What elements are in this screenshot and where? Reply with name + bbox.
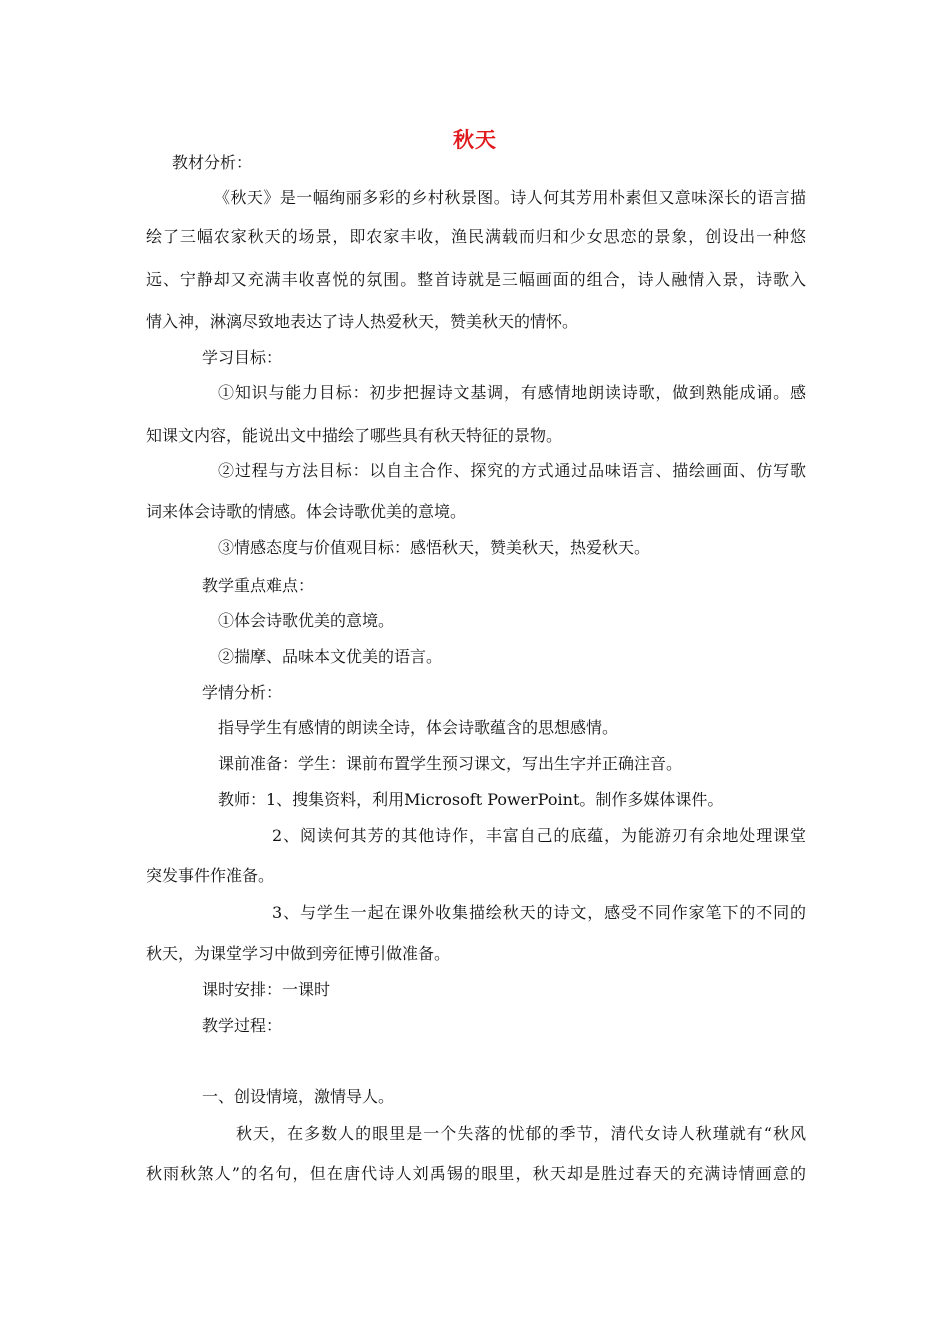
goals-heading: 学习目标： bbox=[202, 348, 283, 367]
analysis-line-2: 绘了三幅农家秋天的场景，即农家丰收，渔民满载而归和少女思恋的景象，创设出一种悠 bbox=[146, 227, 806, 246]
step-1-line-2: 秋雨秋煞人”的名句，但在唐代诗人刘禹锡的眼里，秋天却是胜过春天的充满诗情画意的 bbox=[146, 1164, 806, 1183]
key-point-2: ②揣摩、品味本文优美的语言。 bbox=[218, 647, 443, 666]
goal-1-line-2: 知课文内容，能说出文中描绘了哪些具有秋天特征的景物。 bbox=[146, 426, 563, 445]
prep-teacher-3-line-2: 秋天，为课堂学习中做到旁征博引做准备。 bbox=[146, 944, 451, 963]
prep-teacher-1: 教师：1、搜集资料，利用Microsoft PowerPoint。制作多媒体课件。 bbox=[218, 790, 724, 809]
prep-student: 课前准备：学生：课前布置学生预习课文，写出生字并正确注音。 bbox=[218, 754, 683, 773]
step-1-line-1: 秋天，在多数人的眼里是一个失落的忧郁的季节，清代女诗人秋瑾就有“秋风 bbox=[236, 1124, 806, 1143]
analysis-heading: 教材分析： bbox=[172, 153, 253, 172]
learner-text: 指导学生有感情的朗读全诗，体会诗歌蕴含的思想感情。 bbox=[218, 718, 619, 737]
key-points-heading: 教学重点难点： bbox=[202, 576, 315, 595]
prep-teacher-3-line-1: 3、与学生一起在课外收集描绘秋天的诗文，感受不同作家笔下的不同的 bbox=[272, 903, 806, 922]
analysis-line-1: 《秋天》是一幅绚丽多彩的乡村秋景图。诗人何其芳用朴素但又意味深长的语言描 bbox=[214, 188, 806, 207]
prep-teacher-2-line-1: 2、阅读何其芳的其他诗作，丰富自己的底蕴，为能游刃有余地处理课堂 bbox=[272, 826, 806, 845]
prep-teacher-2-line-2: 突发事件作准备。 bbox=[146, 866, 275, 885]
key-point-1: ①体会诗歌优美的意境。 bbox=[218, 611, 395, 630]
learner-heading: 学情分析： bbox=[202, 683, 283, 702]
process-heading: 教学过程： bbox=[202, 1016, 283, 1035]
schedule: 课时安排：一课时 bbox=[202, 980, 331, 999]
step-1-heading: 一、创设情境，激情导人。 bbox=[202, 1087, 395, 1106]
goal-1-line-1: ①知识与能力目标：初步把握诗文基调，有感情地朗读诗歌，做到熟能成诵。感 bbox=[218, 383, 806, 402]
document-title: 秋天 bbox=[453, 128, 497, 152]
analysis-line-4: 情入神，淋漓尽致地表达了诗人热爱秋天，赞美秋天的情怀。 bbox=[146, 312, 579, 331]
goal-2-line-1: ②过程与方法目标：以自主合作、探究的方式通过品味语言、描绘画面、仿写歌 bbox=[218, 461, 806, 480]
goal-2-line-2: 词来体会诗歌的情感。体会诗歌优美的意境。 bbox=[146, 502, 467, 521]
analysis-line-3: 远、宁静却又充满丰收喜悦的氛围。整首诗就是三幅画面的组合，诗人融情入景，诗歌入 bbox=[146, 270, 806, 289]
goal-3: ③情感态度与价值观目标：感悟秋天，赞美秋天，热爱秋天。 bbox=[218, 538, 651, 557]
